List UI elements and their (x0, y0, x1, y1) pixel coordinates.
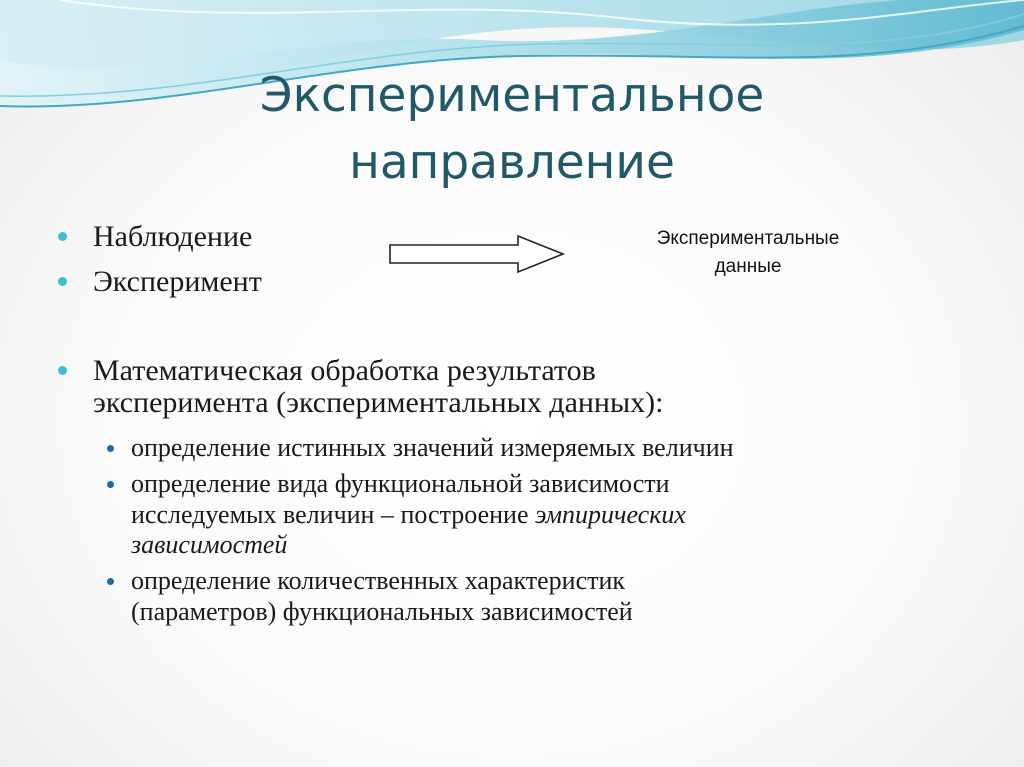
sub-bullet-function-type-line-2 (131, 501, 686, 529)
sub-bullet-true-values: определение истинных значений измеряемых величин (131, 433, 734, 462)
bullet-dot-icon (58, 277, 67, 286)
title-line-2: направление (349, 135, 675, 190)
bullet-processing-line-2: эксперимента (экспериментальных данных): (93, 386, 664, 419)
experimental-data-line-1: Экспериментальные (656, 228, 840, 249)
sub-bullet-dot-icon (107, 445, 114, 452)
experimental-data-line-2: данные (714, 256, 782, 277)
bullet-experiment: Эксперимент (93, 265, 262, 298)
bullet-dot-icon (58, 232, 67, 241)
title-line-1: Экспериментальное (259, 68, 765, 123)
sub-bullet-dot-icon (107, 578, 114, 585)
bullet-dot-icon (58, 366, 67, 375)
sub-bullet-function-type-italic: эмпирических (534, 500, 686, 529)
bullet-processing-line-1: Математическая обработка результатов (93, 354, 596, 387)
sub-bullet-function-type-line-1: определение вида функциональной зависимости (131, 469, 670, 498)
experimental-data-label (608, 225, 888, 281)
page-title (100, 62, 924, 196)
sub-bullet-function-type-line-3: зависимостей (131, 530, 288, 559)
sub-bullet-parameters-line-1: определение количественных характеристик (131, 566, 626, 595)
sub-bullet-function-type-plain: исследуемых величин – построение (131, 500, 535, 529)
sub-bullet-parameters-line-2: (параметров) функциональных зависимостей (131, 597, 633, 626)
bullet-observation: Наблюдение (93, 220, 253, 253)
right-arrow-icon (388, 234, 566, 274)
sub-bullet-dot-icon (107, 481, 114, 488)
